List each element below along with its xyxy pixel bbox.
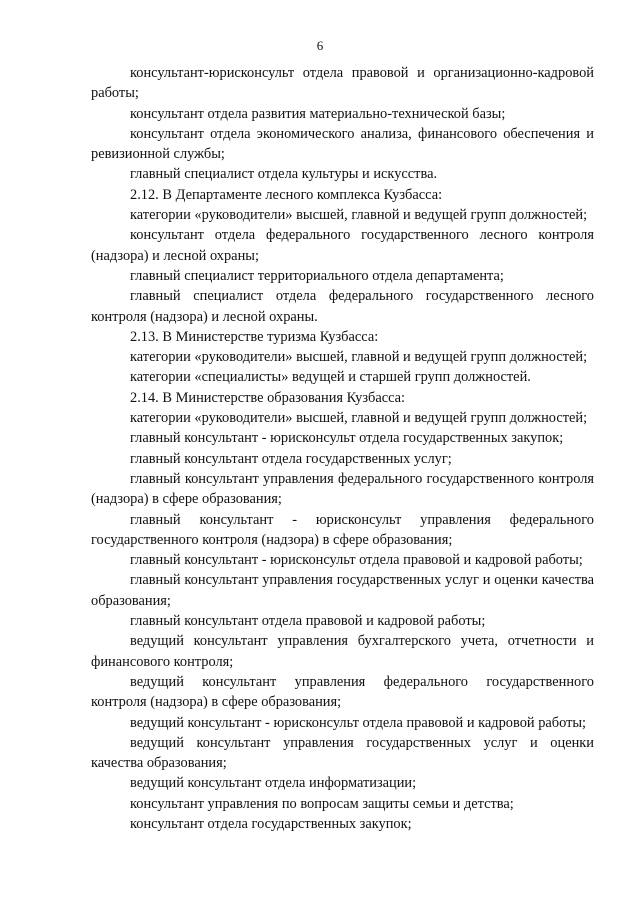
paragraph: главный консультант управления федерального государственного контроля (надзора) в сфере образования; bbox=[91, 470, 594, 508]
page-number: 6 bbox=[316, 38, 324, 53]
paragraph: главный консультант отдела государственных услуг; bbox=[130, 450, 452, 467]
paragraph: главный специалист отдела федерального государственного лесного контроля (надзора) и лесной охраны. bbox=[91, 288, 594, 325]
section-heading: 2.12. В Департаменте лесного комплекса Кузбасса: bbox=[130, 186, 443, 203]
paragraph: ведущий консультант управления государственных услуг и оценки качества образования; bbox=[91, 734, 594, 772]
paragraph: консультант-юрисконсульт отдела правовой и организационно-кадровой работы; bbox=[91, 65, 594, 102]
body-text bbox=[91, 63, 594, 834]
paragraph: ведущий консультант отдела информатизации; bbox=[130, 775, 417, 792]
paragraph: консультант отдела государственных закупок; bbox=[130, 815, 412, 832]
paragraph: главный консультант - юрисконсульт отдела правовой и кадровой работы; bbox=[130, 552, 583, 569]
paragraph: категории «руководители» высшей, главной и ведущей групп должностей; bbox=[130, 207, 588, 224]
paragraph: главный консультант управления государственных услуг и оценки качества образования; bbox=[91, 572, 594, 609]
paragraph: консультант отдела экономического анализа, финансового обеспечения и ревизионной службы; bbox=[91, 125, 594, 163]
paragraph: ведущий консультант управления бухгалтерского учета, отчетности и финансового контроля; bbox=[91, 633, 594, 670]
paragraph: ведущий консультант - юрисконсульт отдела правовой и кадровой работы; bbox=[130, 714, 587, 731]
section-heading: 2.14. В Министерстве образования Кузбасса: bbox=[130, 389, 406, 406]
paragraph: главный консультант - юрисконсульт управления федерального государственного контроля (надзора) в сфере образования; bbox=[91, 511, 594, 548]
paragraph: категории «специалисты» ведущей и старшей групп должностей. bbox=[130, 369, 531, 386]
paragraph: консультант управления по вопросам защиты семьи и детства; bbox=[130, 795, 514, 812]
paragraph: консультант отдела федерального государственного лесного контроля (надзора) и лесной охраны; bbox=[91, 227, 594, 264]
paragraph: консультант отдела развития материально-технической базы; bbox=[130, 105, 506, 122]
paragraph: главный специалист территориального отдела департамента; bbox=[130, 267, 504, 284]
paragraph: ведущий консультант управления федерального государственного контроля (надзора) в сфере образования; bbox=[91, 673, 594, 711]
section-heading: 2.13. В Министерстве туризма Кузбасса: bbox=[130, 328, 379, 345]
paragraph: главный консультант отдела правовой и кадровой работы; bbox=[130, 613, 486, 630]
paragraph: категории «руководители» высшей, главной и ведущей групп должностей; bbox=[130, 349, 588, 366]
paragraph: главный консультант - юрисконсульт отдела государственных закупок; bbox=[130, 430, 564, 447]
paragraph: категории «руководители» высшей, главной и ведущей групп должностей; bbox=[130, 410, 588, 427]
paragraph: главный специалист отдела культуры и искусства. bbox=[130, 166, 438, 183]
